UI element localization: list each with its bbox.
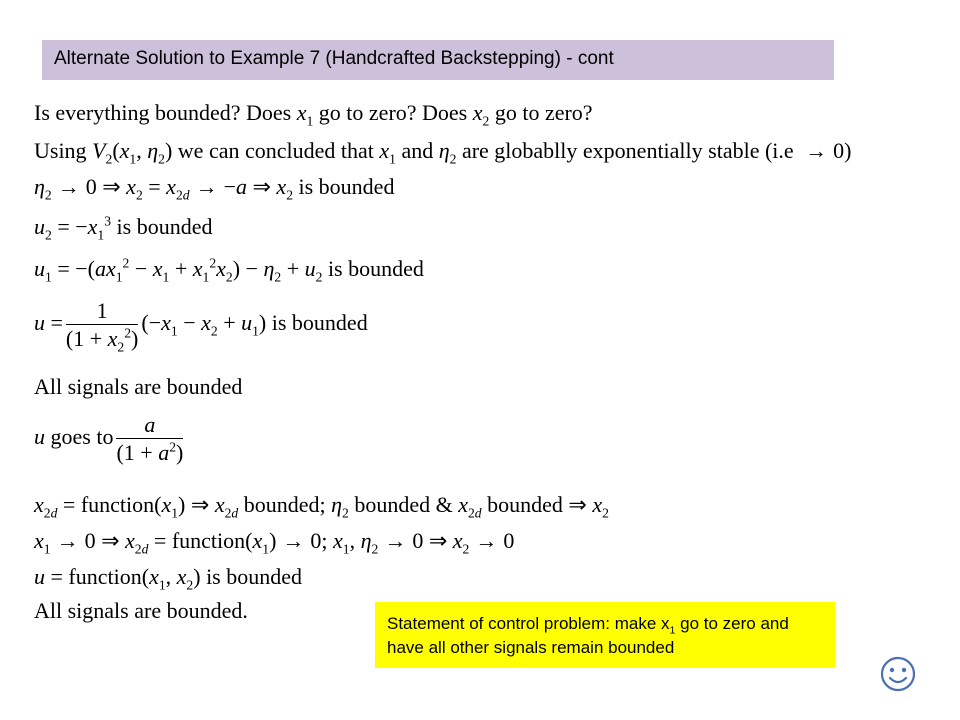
- function-text-2: function: [171, 528, 246, 553]
- question-text-2: go to zero? Does: [313, 100, 473, 125]
- x2d-bounded-text-2: bounded: [481, 492, 563, 517]
- title-bar: [42, 40, 834, 80]
- goes-text: goes to: [45, 424, 114, 450]
- slide-title: Alternate Solution to Example 7 (Handcrafted Backstepping) - cont: [54, 48, 614, 69]
- eta2-bounded-text: bounded &: [348, 492, 453, 517]
- u-text: is bounded: [266, 310, 368, 336]
- problem-statement-note: [375, 602, 835, 668]
- all-bounded-line: All signals are bounded: [34, 374, 243, 399]
- question-text-1: Is everything bounded? Does: [34, 100, 297, 125]
- eta2-line: $\eta_2 \to 0$ ⇒ $x_2 = x_{2d} \to -a$ ⇒ $x_2$ is bounded: [34, 174, 395, 203]
- note-text: [387, 612, 827, 660]
- u-function-line: $u = function(x_1$, $x_2$) is bounded: [34, 564, 303, 593]
- function-text-1: function: [80, 492, 155, 517]
- u-line: u = $\frac{1}{(1 + x_2^2)}$ $(-x_1 - x_2 + u_1)$ is bounded: [34, 298, 368, 355]
- u2-line: $u_2 = -x_1^3$ is bounded: [34, 213, 213, 243]
- u2-text: is bounded: [111, 214, 213, 239]
- note-text-2: go to zero and have all other signals remain bounded: [387, 614, 789, 657]
- using-text-5: ): [844, 138, 852, 163]
- u1-line: $u_1 = -(ax_1^2 - x_1 + x_1^2x_2) - \eta_2 + u_2$ is bounded: [34, 255, 424, 285]
- lyapunov-line: Using $V_2(x_1$, $\eta_2$) we can concluded that $x_1$ and $\eta_2$ are globablly exponentially stable (i.e → 0): [34, 138, 852, 167]
- question-text-3: go to zero?: [489, 100, 593, 125]
- question-line: Is everything bounded? Does $x_1$ go to zero? Does $x_2$ go to zero?: [34, 100, 593, 129]
- eta2-text: is bounded: [293, 174, 395, 199]
- using-text-1: Using: [34, 138, 93, 163]
- smiley-face-icon: [880, 656, 916, 692]
- function-text-3: function: [68, 564, 142, 589]
- u-function-text: is bounded: [200, 564, 303, 589]
- note-subscript: 1: [669, 624, 676, 637]
- note-text-1: Statement of control problem: make x: [387, 614, 670, 633]
- u-goes-line: u goes to $\frac{a}{(1 + a^2)}$: [34, 412, 184, 465]
- x2d-line: $x_{2d}$ = $function(x_1)$ ⇒ $x_{2d}$ bounded; $\eta_2$ bounded & $x_{2d}$ bounded ⇒ $x_2$: [34, 492, 609, 521]
- x2d-bounded-text: bounded;: [238, 492, 326, 517]
- x1-to-zero-line: $x_1 \to 0$ ⇒ $x_{2d}$ = $function(x_1) \to 0$; $x_1$, $\eta_2 \to 0$ ⇒ $x_2 \to 0$: [34, 528, 515, 557]
- using-text-3: and: [395, 138, 439, 163]
- all-bounded-final-line: All signals are bounded.: [34, 598, 248, 623]
- u1-text: is bounded: [322, 256, 424, 281]
- using-text-4: are globablly exponentially stable (i.e: [456, 138, 800, 163]
- using-text-2: we can concluded that: [172, 138, 380, 163]
